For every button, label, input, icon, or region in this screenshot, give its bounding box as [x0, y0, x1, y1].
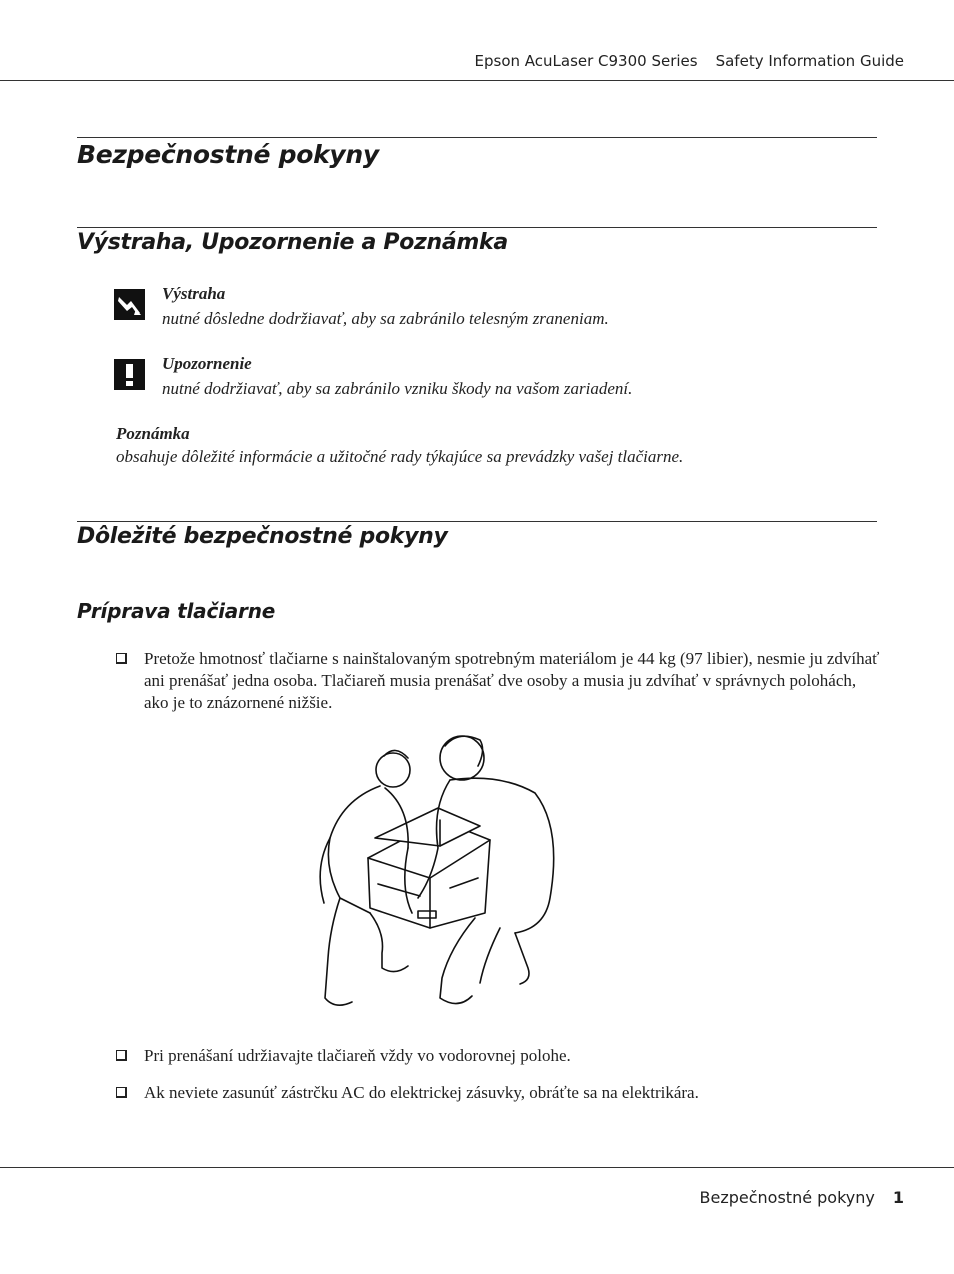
note-text: obsahuje dôležité informácie a užitočné rady týkajúce sa prevádzky vašej tlačiarne.	[116, 447, 684, 466]
warning-text: nutné dôsledne dodržiavať, aby sa zabránilo telesným zraneniam.	[162, 309, 609, 328]
header-rule	[0, 80, 954, 81]
page-number: 1	[892, 1188, 904, 1207]
list-item-text: Ak neviete zasunúť zástrčku AC do elektrickej zásuvky, obráťte sa na elektrikára.	[144, 1083, 699, 1102]
footer-section: Bezpečnostné pokyny	[699, 1188, 875, 1207]
section1-heading: Výstraha, Upozornenie a Poznámka	[77, 230, 508, 255]
checkbox-bullet-icon	[116, 653, 127, 664]
header-guide: Safety Information Guide	[715, 52, 904, 70]
note-title: Poznámka	[116, 424, 190, 443]
title-rule	[77, 137, 877, 138]
caution-exclamation-icon	[114, 359, 145, 390]
checkbox-bullet-icon	[116, 1050, 127, 1061]
list-item-text: Pri prenášaní udržiavajte tlačiareň vždy vo vodorovnej polohe.	[144, 1046, 571, 1065]
header-product: Epson AcuLaser C9300 Series	[474, 52, 698, 70]
section2-subheading: Príprava tlačiarne	[77, 599, 276, 623]
section2-heading: Dôležité bezpečnostné pokyny	[77, 524, 448, 549]
warning-lightning-icon	[114, 289, 145, 320]
footer-rule	[0, 1167, 954, 1168]
warning-title: Výstraha	[162, 284, 226, 303]
two-people-lifting-printer-illustration	[300, 728, 565, 1013]
section1-rule	[77, 227, 877, 228]
section2-rule	[77, 521, 877, 522]
page-title: Bezpečnostné pokyny	[77, 140, 379, 169]
list-item-text: Pretože hmotnosť tlačiarne s nainštalovaným spotrebným materiálom je 44 kg (97 libier), nesmie ju zdvíhať ani prenášať jedna osoba. Tlačiareň musia prenášať dve osoby a musia ju zdvíhať v správnych polohách, ako je to znázornené nižšie.	[144, 649, 880, 712]
caution-title: Upozornenie	[162, 354, 252, 373]
running-footer	[700, 1188, 904, 1207]
caution-text: nutné dodržiavať, aby sa zabránilo vzniku škody na vašom zariadení.	[162, 379, 633, 398]
checkbox-bullet-icon	[116, 1087, 127, 1098]
running-header	[475, 52, 905, 70]
